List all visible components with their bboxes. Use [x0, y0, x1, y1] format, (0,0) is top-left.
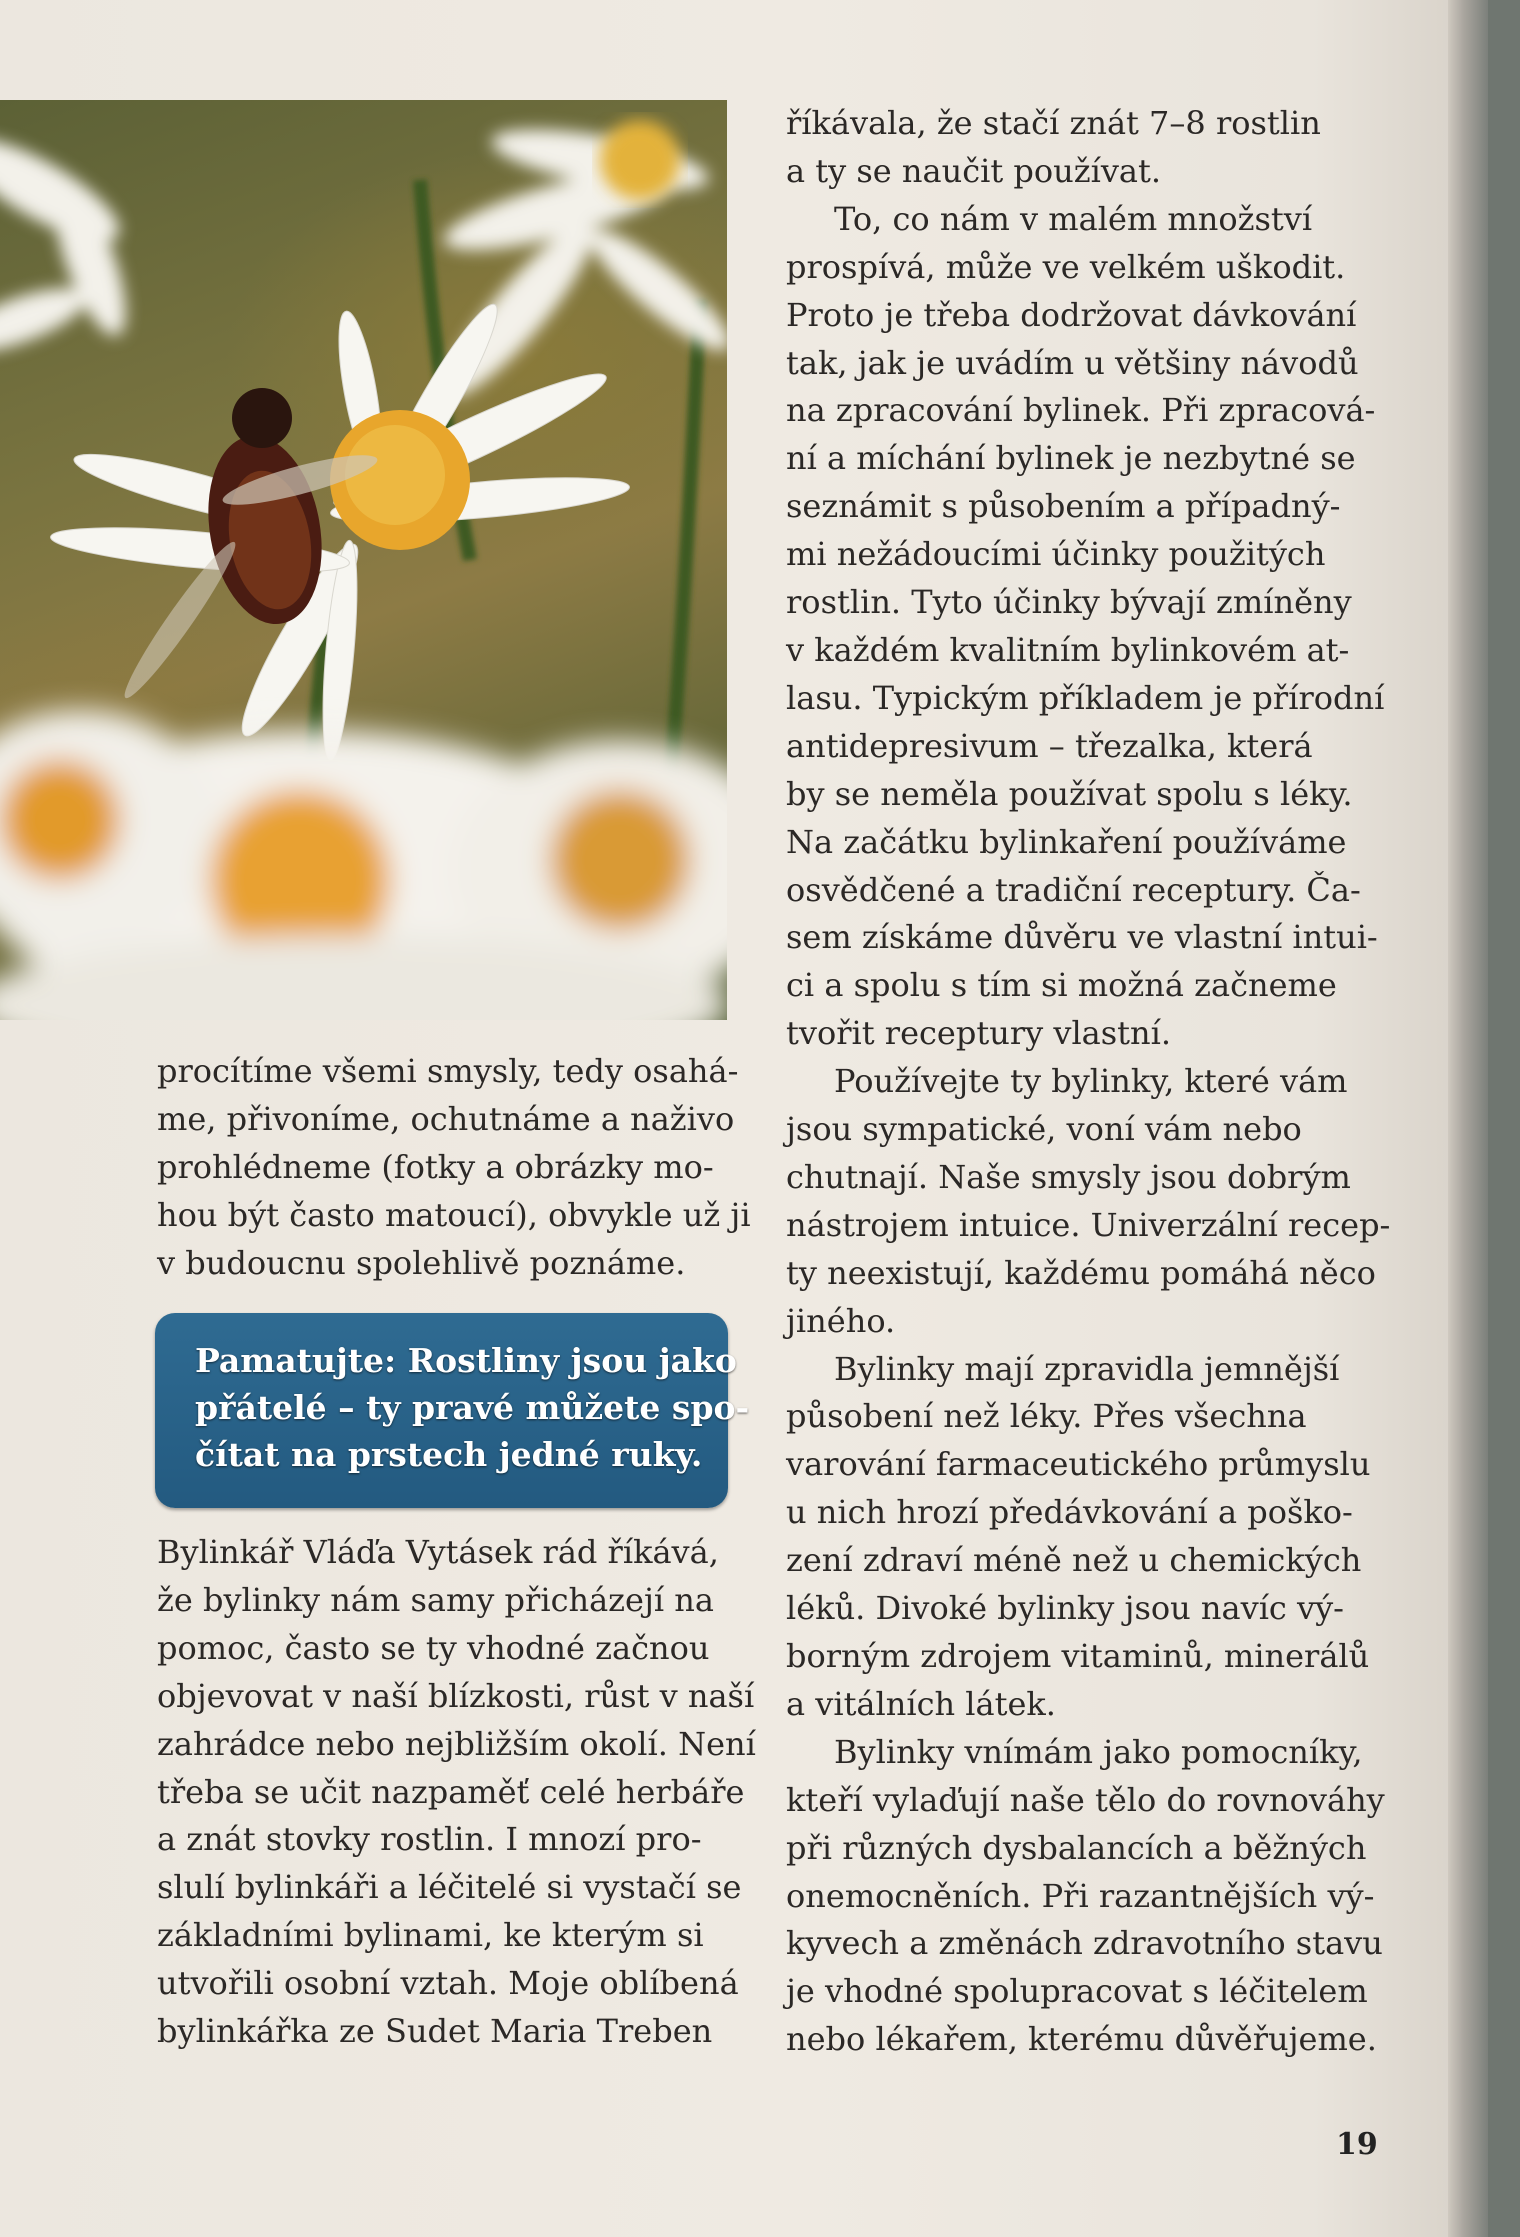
text-line: Proto je třeba dodržovat dávkování	[786, 295, 1357, 334]
text-line: v každém kvalitním bylinkovém at-	[786, 630, 1350, 669]
right-column-text	[786, 100, 1406, 2064]
text-line: třeba se učit nazpaměť celé herbáře	[157, 1772, 745, 1811]
paragraph-start-line: To, co nám v malém množství	[834, 199, 1313, 238]
text-line: antidepresivum – třezalka, která	[786, 726, 1313, 765]
text-line: prospívá, může ve velkém uškodit.	[786, 247, 1346, 286]
left-column-bottom-text	[157, 1529, 756, 2056]
text-line: léků. Divoké bylinky jsou navíc vý-	[786, 1589, 1344, 1628]
text-line: jiného.	[786, 1301, 896, 1340]
text-line: kteří vylaďují naše tělo do rovnováhy	[786, 1780, 1385, 1819]
text-line: že bylinky nám samy přicházejí na	[157, 1580, 714, 1619]
remember-callout-box	[155, 1313, 750, 1508]
text-line: by se neměla používat spolu s léky.	[786, 774, 1353, 813]
text-line: hou být často matoucí), obvykle už ji	[157, 1195, 751, 1234]
text-line: nástrojem intuice. Univerzální recep-	[786, 1205, 1391, 1244]
text-line: v budoucnu spolehlivě poznáme.	[157, 1243, 686, 1282]
text-line: tak, jak je uvádím u většiny návodů	[786, 343, 1359, 382]
text-line: je vhodné spolupracovat s léčitelem	[786, 1972, 1368, 2011]
text-line: borným zdrojem vitaminů, minerálů	[786, 1637, 1370, 1675]
text-line: základními bylinami, ke kterým si	[157, 1916, 704, 1955]
text-line: me, přivoníme, ochutnáme a naživo	[157, 1099, 735, 1138]
callout-line: čítat na prstech jedné ruky.	[195, 1435, 703, 1474]
callout-text	[195, 1337, 750, 1478]
text-line: onemocněních. Při razantnějších vý-	[786, 1876, 1375, 1915]
text-line: Na začátku bylinkaření používáme	[786, 822, 1347, 861]
left-column-top-text	[157, 1048, 751, 1288]
text-line: lasu. Typickým příkladem je přírodní	[786, 678, 1385, 717]
text-line: u nich hrozí předávkování a poško-	[786, 1493, 1353, 1532]
text-line: ty neexistují, každému pomáhá něco	[786, 1253, 1376, 1292]
text-line: utvořili osobní vztah. Moje oblíbená	[157, 1964, 739, 2003]
text-line: působení než léky. Přes všechna	[786, 1397, 1307, 1436]
text-line: při různých dysbalancích a běžných	[786, 1828, 1367, 1867]
text-line: a vitálních látek.	[786, 1684, 1056, 1723]
text-line: tvořit receptury vlastní.	[786, 1014, 1172, 1053]
text-line: prohlédneme (fotky a obrázky mo-	[157, 1147, 714, 1186]
text-line: na zpracování bylinek. Při zpracová-	[786, 391, 1376, 430]
text-line: mi nežádoucími účinky použitých	[786, 535, 1326, 574]
bee-on-daisy-photo	[0, 100, 727, 1020]
page-edge-shadow	[1448, 0, 1488, 2237]
text-line: varování farmaceutického průmyslu	[786, 1445, 1371, 1484]
text-line: procítíme všemi smysly, tedy osahá-	[157, 1052, 739, 1090]
text-line: a ty se naučit používat.	[786, 151, 1162, 190]
text-line: sem získáme důvěru ve vlastní intui-	[786, 918, 1378, 957]
text-line: ci a spolu s tím si možná začneme	[786, 966, 1337, 1005]
paragraph-start-line: Bylinky mají zpravidla jemnější	[834, 1349, 1340, 1388]
callout-line: přátelé – ty pravé můžete spo-	[195, 1388, 750, 1427]
text-line: kyvech a změnách zdravotního stavu	[786, 1924, 1383, 1963]
text-line: zení zdraví méně než u chemických	[786, 1541, 1362, 1580]
text-line: rostlin. Tyto účinky bývají zmíněny	[786, 583, 1352, 622]
text-line: chutnají. Naše smysly jsou dobrým	[786, 1157, 1351, 1196]
text-line: a znát stovky rostlin. I mnozí pro-	[157, 1820, 702, 1859]
text-line: nebo lékařem, kterému důvěřujeme.	[786, 2020, 1377, 2059]
text-line: pomoc, často se ty vhodné začnou	[157, 1628, 710, 1667]
paragraph-start-line: Používejte ty bylinky, které vám	[834, 1062, 1348, 1101]
paragraph-start-line: Bylinky vnímám jako pomocníky,	[834, 1732, 1363, 1771]
text-line: bylinkářka ze Sudet Maria Treben	[157, 2012, 713, 2051]
text-line: objevovat v naší blízkosti, růst v naší	[157, 1676, 755, 1715]
text-line: slulí bylinkáři a léčitelé si vystačí se	[157, 1868, 742, 1907]
text-line: Bylinkář Vláďa Vytásek rád říkává,	[157, 1533, 719, 1571]
text-line: říkávala, že stačí znát 7–8 rostlin	[786, 104, 1321, 142]
text-line: jsou sympatické, voní vám nebo	[786, 1110, 1302, 1149]
text-line: ní a míchání bylinek je nezbytné se	[786, 439, 1356, 478]
text-line: zahrádce nebo nejbližším okolí. Není	[157, 1724, 756, 1763]
photo-illustration	[0, 100, 727, 1020]
text-line: seznámit s působením a případný-	[786, 487, 1341, 526]
callout-line: Pamatujte: Rostliny jsou jako	[195, 1341, 737, 1380]
text-line: osvědčené a tradiční receptury. Ča-	[786, 870, 1361, 909]
page-number: 19	[1336, 2127, 1378, 2162]
